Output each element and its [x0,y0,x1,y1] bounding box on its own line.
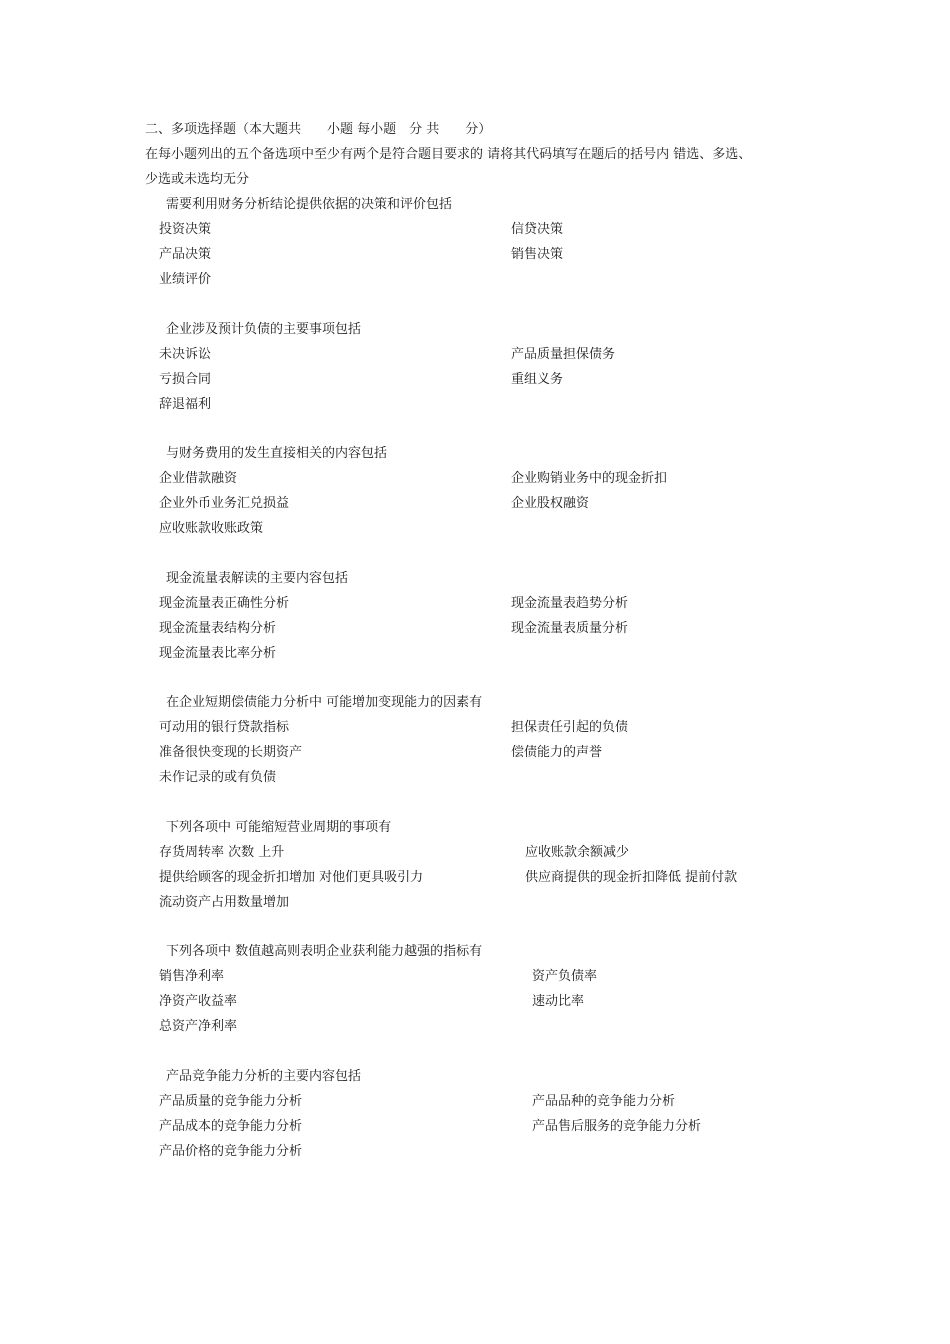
option-a: 投资决策 [159,222,212,237]
question-stem: 下列各项中 数值越高则表明企业获利能力越强的指标有 [166,944,483,959]
option-e: 产品价格的竞争能力分析 [159,1144,303,1159]
option-c: 现金流量表结构分析 [159,621,277,636]
option-b: 企业购销业务中的现金折扣 [511,471,668,486]
section-instruction-line-1: 在每小题列出的五个备选项中至少有两个是符合题目要求的 请将其代码填写在题后的括号内 错选、多选、 [145,147,752,162]
option-a: 销售净利率 [159,969,225,984]
option-a: 可动用的银行贷款指标 [159,720,290,735]
option-e: 流动资产占用数量增加 [159,895,290,910]
option-b: 应收账款余额减少 [525,845,630,860]
option-b: 产品品种的竞争能力分析 [532,1094,676,1109]
option-b: 产品质量担保债务 [511,347,616,362]
option-b: 现金流量表趋势分析 [511,596,629,611]
section-instruction-line-2: 少选或未选均无分 [145,172,250,187]
option-e: 应收账款收账政策 [159,521,264,536]
question-stem: 需要利用财务分析结论提供依据的决策和评价包括 [166,197,453,212]
option-b: 资产负债率 [532,969,598,984]
option-a: 企业借款融资 [159,471,238,486]
option-c: 净资产收益率 [159,994,238,1009]
option-e: 辞退福利 [159,397,212,412]
question-stem: 企业涉及预计负债的主要事项包括 [166,322,362,337]
option-a: 未决诉讼 [159,347,212,362]
option-d: 重组义务 [511,372,564,387]
option-c: 产品成本的竞争能力分析 [159,1119,303,1134]
option-a: 产品质量的竞争能力分析 [159,1094,303,1109]
option-d: 企业股权融资 [511,496,590,511]
question-stem: 下列各项中 可能缩短营业周期的事项有 [166,820,392,835]
option-d: 供应商提供的现金折扣降低 提前付款 [525,870,738,885]
option-d: 现金流量表质量分析 [511,621,629,636]
option-a: 现金流量表正确性分析 [159,596,290,611]
option-e: 现金流量表比率分析 [159,646,277,661]
option-c: 亏损合同 [159,372,212,387]
section-title: 二、多项选择题（本大题共 小题 每小题 分 共 分） [145,122,492,137]
option-e: 未作记录的或有负债 [159,770,277,785]
option-d: 产品售后服务的竞争能力分析 [532,1119,702,1134]
option-c: 提供给顾客的现金折扣增加 对他们更具吸引力 [159,870,424,885]
question-stem: 在企业短期偿债能力分析中 可能增加变现能力的因素有 [166,695,483,710]
option-b: 担保责任引起的负债 [511,720,629,735]
option-c: 企业外币业务汇兑损益 [159,496,290,511]
option-d: 销售决策 [511,247,564,262]
option-e: 总资产净利率 [159,1019,238,1034]
option-c: 产品决策 [159,247,212,262]
option-b: 信贷决策 [511,222,564,237]
question-stem: 产品竞争能力分析的主要内容包括 [166,1069,362,1084]
option-c: 准备很快变现的长期资产 [159,745,303,760]
option-a: 存货周转率 次数 上升 [159,845,285,860]
question-stem: 现金流量表解读的主要内容包括 [166,571,349,586]
option-d: 偿债能力的声誉 [511,745,603,760]
question-stem: 与财务费用的发生直接相关的内容包括 [166,446,388,461]
option-d: 速动比率 [532,994,585,1009]
option-e: 业绩评价 [159,272,212,287]
